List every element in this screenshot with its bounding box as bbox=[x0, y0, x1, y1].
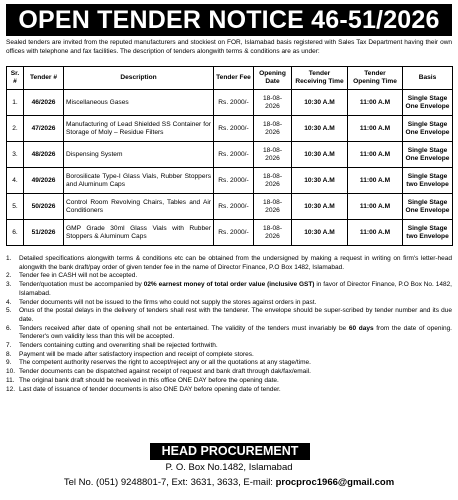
cell-description: Dispensing System bbox=[64, 142, 214, 168]
term-text: Tenders received after date of opening shall not be entertained. The validity of the tenders must invariably be bbox=[19, 324, 349, 332]
cell-fee: Rs. 2000/- bbox=[214, 142, 254, 168]
cell-opening: 11:00 A.M bbox=[348, 90, 403, 116]
term-item bbox=[6, 368, 452, 377]
earnest-money-text: 02% earnest money of total order value (inclusive GST) bbox=[143, 281, 315, 289]
term-text: Tender documents will not be issued to the firms who could not supply the stores against orders in past. bbox=[19, 298, 317, 306]
term-item bbox=[6, 386, 452, 395]
term-item bbox=[6, 359, 452, 368]
head-procurement-heading: HEAD PROCUREMENT bbox=[150, 443, 310, 460]
term-text: Detailed specifications alongwith terms & conditions etc can be obtained from the undersigned by making a request in writing on firm's letter-head alongwith the bank draft/pay order of given tender fee in the name of Director Finance, P.O Box 1482, Islamabad. bbox=[19, 255, 452, 271]
cell-basis: Single Stage two Envelope bbox=[403, 168, 453, 194]
cell-receiving: 10:30 A.M bbox=[292, 90, 348, 116]
cell-date: 18-08-2026 bbox=[254, 142, 292, 168]
table-row bbox=[7, 220, 453, 246]
term-item bbox=[6, 377, 452, 386]
postal-address: P. O. Box No.1482, Islamabad bbox=[165, 462, 293, 473]
cell-receiving: 10:30 A.M bbox=[292, 220, 348, 246]
term-number: 11. bbox=[6, 376, 15, 384]
cell-opening: 11:00 A.M bbox=[348, 220, 403, 246]
term-number: 12. bbox=[6, 385, 16, 393]
header-tender: Tender # bbox=[24, 67, 64, 90]
cell-description: Manufacturing of Lead Shielded SS Container for Storage of Moly – Residue Filters bbox=[64, 116, 214, 142]
header-description: Description bbox=[64, 67, 214, 90]
cell-date: 18-08-2026 bbox=[254, 116, 292, 142]
table-row bbox=[7, 90, 453, 116]
cell-tender: 47/2026 bbox=[24, 116, 64, 142]
term-text: Tenders containing cutting and overwriting shall be rejected forthwith. bbox=[19, 342, 218, 350]
term-text-end: from the date of opening. Tenderer's own validity less than this will be accepted. bbox=[19, 324, 452, 341]
validity-days-text: 60 days bbox=[348, 324, 374, 332]
contact-phone-text: Tel No. (051) 9248801-7, Ext: 3631, 3633, E-mail: bbox=[63, 477, 276, 488]
cell-tender: 50/2026 bbox=[24, 194, 64, 220]
cell-basis: Single Stage One Envelope bbox=[403, 142, 453, 168]
cell-date: 18-08-2026 bbox=[254, 220, 292, 246]
cell-sr: 3. bbox=[7, 142, 24, 168]
table-row bbox=[7, 142, 453, 168]
term-text: Tender documents can be dispatched against receipt of request and bank draft through dak/fax/email. bbox=[19, 368, 311, 376]
header-opening-time: Tender Opening Time bbox=[348, 67, 403, 90]
term-item bbox=[6, 342, 452, 351]
term-item bbox=[6, 272, 452, 281]
cell-opening: 11:00 A.M bbox=[348, 194, 403, 220]
cell-tender: 51/2026 bbox=[24, 220, 64, 246]
contact-email[interactable]: procproc1966@gmail.com bbox=[275, 477, 395, 488]
term-number: 6. bbox=[6, 324, 12, 332]
term-text: Tender fee in CASH will not be accepted. bbox=[19, 272, 138, 280]
cell-date: 18-08-2026 bbox=[254, 194, 292, 220]
cell-basis: Single Stage two Envelope bbox=[403, 220, 453, 246]
cell-sr: 4. bbox=[7, 168, 24, 194]
cell-tender: 46/2026 bbox=[24, 90, 64, 116]
cell-description: GMP Grade 30ml Glass Vials with Rubber Stoppers & Aluminum Caps bbox=[64, 220, 214, 246]
term-text: The competent authority reserves the right to accept/reject any or all the quotations at any stage/time. bbox=[19, 359, 311, 367]
cell-tender: 48/2026 bbox=[24, 142, 64, 168]
table-row bbox=[7, 194, 453, 220]
cell-receiving: 10:30 A.M bbox=[292, 142, 348, 168]
cell-opening: 11:00 A.M bbox=[348, 116, 403, 142]
intro-paragraph: Sealed tenders are invited from the reputed manufacturers and stockiest on FOR, Islamabad basis registered with Sales Tax Department having their own offices with telephone and fax facilities. The description of tenders alongwith terms & conditions are as under: bbox=[6, 39, 452, 55]
cell-description: Control Room Revolving Chairs, Tables and Air Conditioners bbox=[64, 194, 214, 220]
header-fee: Tender Fee bbox=[214, 67, 254, 90]
cell-date: 18-08-2026 bbox=[254, 168, 292, 194]
cell-fee: Rs. 2000/- bbox=[214, 220, 254, 246]
table-header-row bbox=[7, 67, 453, 90]
cell-receiving: 10:30 A.M bbox=[292, 194, 348, 220]
term-text: Tender/quotation must be accompanied by bbox=[19, 281, 144, 289]
term-number: 10. bbox=[6, 368, 16, 376]
term-number: 2. bbox=[6, 272, 12, 280]
cell-description: Borosilicate Type-I Glass Vials, Rubber Stoppers and Aluminum Caps bbox=[64, 168, 214, 194]
header-opening-date: Opening Date bbox=[254, 67, 292, 90]
term-item bbox=[6, 299, 452, 308]
cell-basis: Single Stage One Envelope bbox=[403, 90, 453, 116]
cell-sr: 6. bbox=[7, 220, 24, 246]
table-row bbox=[7, 168, 453, 194]
term-text: The original bank draft should be received in this office ONE DAY before the opening date. bbox=[19, 376, 279, 384]
term-number: 9. bbox=[6, 359, 12, 367]
term-item bbox=[6, 307, 452, 324]
term-number: 7. bbox=[6, 342, 12, 350]
cell-sr: 5. bbox=[7, 194, 24, 220]
cell-date: 18-08-2026 bbox=[254, 90, 292, 116]
cell-basis: Single Stage One Envelope bbox=[403, 194, 453, 220]
cell-description: Miscellaneous Gases bbox=[64, 90, 214, 116]
cell-receiving: 10:30 A.M bbox=[292, 116, 348, 142]
contact-line bbox=[6, 477, 452, 489]
term-item bbox=[6, 281, 452, 298]
term-text: Last date of issuance of tender documents is also ONE DAY before opening date of tender. bbox=[19, 385, 281, 393]
cell-receiving: 10:30 A.M bbox=[292, 168, 348, 194]
header-sr: Sr. # bbox=[7, 67, 24, 90]
cell-opening: 11:00 A.M bbox=[348, 142, 403, 168]
cell-fee: Rs. 2000/- bbox=[214, 116, 254, 142]
cell-opening: 11:00 A.M bbox=[348, 168, 403, 194]
tenders-table bbox=[6, 66, 453, 246]
cell-fee: Rs. 2000/- bbox=[214, 168, 254, 194]
cell-fee: Rs. 2000/- bbox=[214, 194, 254, 220]
header-receiving-time: Tender Receiving Time bbox=[292, 67, 348, 90]
notice-title: OPEN TENDER NOTICE 46-51/2026 bbox=[6, 4, 452, 36]
term-text: Onus of the postal delays in the delivery of tenders shall rest with the tenderer. The envelope should be super-scribed by tender number and its due date. bbox=[19, 307, 452, 323]
term-item bbox=[6, 255, 452, 272]
cell-basis: Single Stage One Envelope bbox=[403, 116, 453, 142]
cell-sr: 1. bbox=[7, 90, 24, 116]
term-number: 3. bbox=[6, 281, 12, 289]
term-item bbox=[6, 325, 452, 342]
cell-sr: 2. bbox=[7, 116, 24, 142]
terms-list bbox=[6, 255, 452, 394]
term-item bbox=[6, 351, 452, 360]
header-basis: Basis bbox=[403, 67, 453, 90]
cell-fee: Rs. 2000/- bbox=[214, 90, 254, 116]
term-number: 4. bbox=[6, 298, 12, 306]
term-text: Payment will be made after satisfactory inspection and receipt of complete stores. bbox=[19, 350, 254, 358]
term-number: 1. bbox=[6, 255, 12, 262]
term-number: 8. bbox=[6, 350, 12, 358]
term-text-end: in favor of Director Finance, P.O Box No. 1482, Islamabad. bbox=[19, 281, 452, 297]
term-number: 5. bbox=[6, 307, 12, 315]
table-row bbox=[7, 116, 453, 142]
cell-tender: 49/2026 bbox=[24, 168, 64, 194]
